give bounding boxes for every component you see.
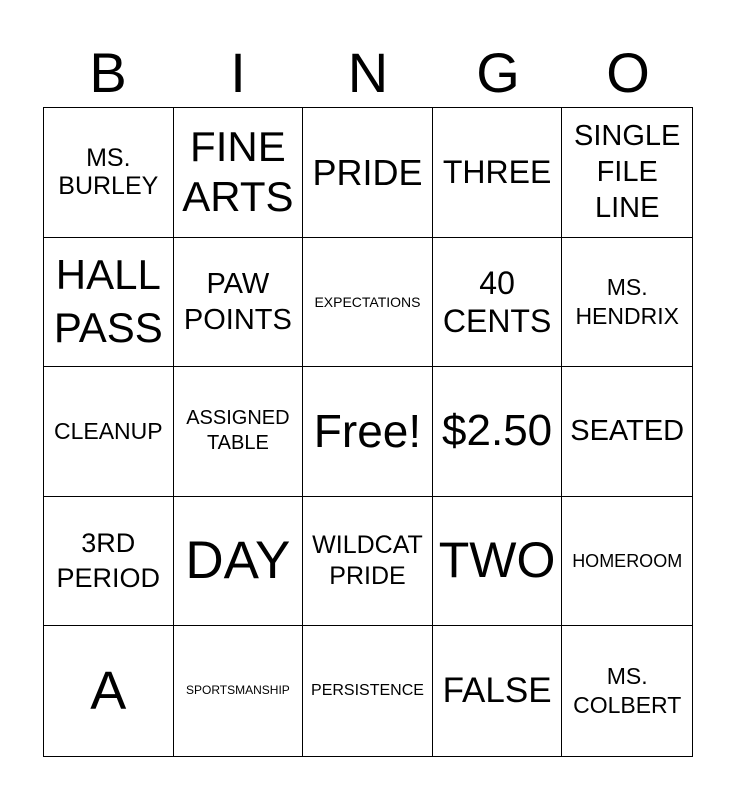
cell-text: PERSISTENCE [311, 682, 424, 699]
bingo-cell[interactable] [303, 626, 433, 756]
cell-text: Free! [313, 405, 422, 458]
bingo-cell[interactable] [174, 497, 304, 627]
cell-text: TWO [438, 532, 556, 589]
bingo-cell[interactable] [433, 367, 563, 497]
cell-text: 40 CENTS [442, 264, 552, 339]
bingo-cell[interactable] [174, 108, 304, 238]
bingo-header [43, 40, 693, 106]
cell-text: FINE ARTS [182, 122, 294, 221]
bingo-cell[interactable] [303, 497, 433, 627]
bingo-cell[interactable] [562, 108, 692, 238]
bingo-cell[interactable] [433, 626, 563, 756]
cell-text: SINGLE FILE LINE [574, 119, 681, 225]
cell-text: MS. HENDRIX [575, 274, 679, 329]
bingo-cell[interactable] [562, 367, 692, 497]
cell-text: DAY [185, 530, 291, 590]
free-space[interactable] [303, 367, 433, 497]
header-letter-i: I [230, 41, 246, 104]
cell-text: PRIDE [312, 151, 423, 193]
bingo-cell[interactable] [174, 626, 304, 756]
bingo-cell[interactable] [433, 108, 563, 238]
header-letter-o: O [606, 41, 650, 104]
bingo-cell[interactable] [562, 497, 692, 627]
cell-text: WILDCAT PRIDE [312, 530, 423, 591]
cell-text: SPORTSMANSHIP [185, 683, 290, 698]
cell-text: MS. COLBERT [573, 663, 682, 719]
bingo-cell[interactable] [303, 238, 433, 368]
cell-text: THREE [442, 153, 552, 190]
cell-text: MS. BURLEY [58, 143, 159, 201]
cell-text: SEATED [570, 414, 685, 447]
cell-text: FALSE [442, 671, 552, 711]
bingo-board [43, 107, 693, 757]
bingo-cell[interactable] [44, 108, 174, 238]
bingo-cell[interactable] [562, 238, 692, 368]
cell-text: HOMEROOM [572, 550, 683, 571]
cell-text: $2.50 [442, 406, 553, 456]
bingo-cell[interactable] [44, 238, 174, 368]
header-letter-g: G [476, 41, 520, 104]
cell-text: PAW POINTS [183, 267, 292, 336]
cell-text: 3RD PERIOD [56, 528, 161, 594]
bingo-cell[interactable] [44, 367, 174, 497]
bingo-cell[interactable] [303, 108, 433, 238]
cell-text: ASSIGNED TABLE [186, 407, 290, 455]
bingo-cell[interactable] [174, 238, 304, 368]
bingo-cell[interactable] [174, 367, 304, 497]
header-letter-n: N [347, 41, 389, 104]
cell-text: EXPECTATIONS [314, 293, 421, 310]
cell-text: A [90, 661, 127, 722]
cell-text: HALL PASS [53, 251, 163, 351]
header-letter-b: B [89, 41, 127, 104]
bingo-cell[interactable] [562, 626, 692, 756]
bingo-cell[interactable] [433, 238, 563, 368]
bingo-cell[interactable] [433, 497, 563, 627]
bingo-cell[interactable] [44, 626, 174, 756]
cell-text: CLEANUP [53, 418, 163, 445]
bingo-cell[interactable] [44, 497, 174, 627]
